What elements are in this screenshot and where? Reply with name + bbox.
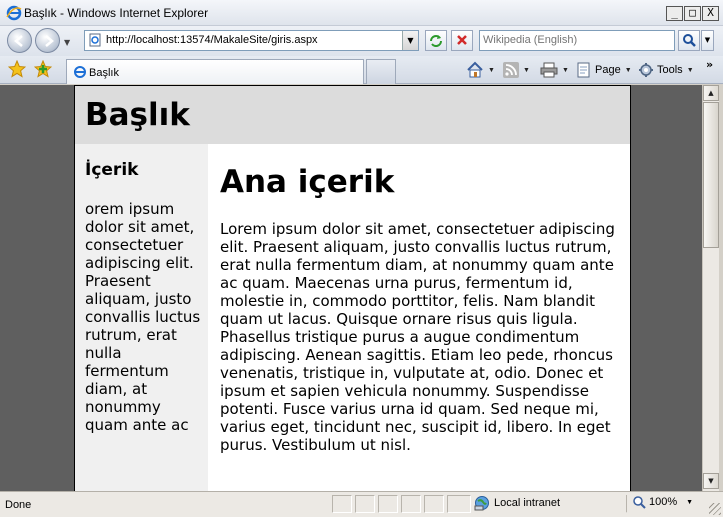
feeds-button[interactable]: ▼ [503,60,530,80]
web-page [74,85,631,491]
home-icon [466,61,484,79]
back-button[interactable] [7,28,32,53]
status-pane [332,495,352,513]
stop-button[interactable] [451,30,473,51]
status-pane [447,495,471,513]
more-commands-chevron-icon[interactable]: » [706,58,714,71]
internet-explorer-icon [6,5,22,21]
search-button[interactable] [678,30,700,51]
status-pane [378,495,398,513]
stop-icon [452,31,472,50]
tab-baslik[interactable] [66,59,364,84]
forward-arrow-icon [41,34,55,48]
new-tab-button[interactable] [366,59,396,84]
history-dropdown-icon[interactable]: ▼ [64,38,71,47]
search-box[interactable] [479,30,675,51]
security-zone[interactable] [474,495,560,511]
main-text: Lorem ipsum dolor sit amet, consectetuer adipiscing elit. Praesent aliquam, justo convallis luctus rutrum, erat nulla fermentum diam, at nonummy quam ante ac quam. Maecenas urna purus, fermentum id, molestie in, commodo porttitor, felis. Nam blandit quam ut lacus. Quisque ornare risus quis ligula. Phasellus tristique purus a augue condimentum adipiscing. Aenean sagittis. Etiam leo pede, rhoncus venenatis, tristique in, vulputate at, odio. Donec et ipsum et sapien vehicula nonummy. Suspendisse potenti. Fusce varius urna id quam. Sed neque mi, varius eget, tincidunt nec, suscipit id, libero. In eget purus. Vestibulum ut nisl. [220,220,615,454]
back-arrow-icon [13,34,27,48]
address-bar[interactable] [84,30,419,51]
address-url[interactable]: http://localhost:13574/MakaleSite/giris.aspx [106,34,318,46]
vertical-scrollbar[interactable] [702,85,719,491]
search-options-dropdown-icon[interactable]: ▼ [701,30,714,51]
title-bar [0,0,723,26]
status-pane [355,495,375,513]
sidebar [75,144,208,491]
zoom-dropdown-icon[interactable]: ▼ [686,498,694,506]
tools-menu-label: Tools [657,64,683,76]
home-button[interactable]: ▼ [466,60,495,80]
status-pane [401,495,421,513]
feeds-icon [503,62,519,78]
site-title: Başlık [85,97,190,133]
zoom-control[interactable] [632,495,693,509]
minimize-button[interactable]: _ [666,6,683,21]
status-pane [424,495,444,513]
resize-grip[interactable] [709,503,721,515]
print-icon [540,62,558,78]
page-icon [576,62,592,78]
sidebar-heading: İçerik [85,160,139,180]
forward-button[interactable] [35,28,60,53]
sidebar-text: orem ipsum dolor sit amet, consectetuer adipiscing elit. Praesent aliquam, justo convallis luctus rutrum, erat nulla fermentum diam, at nonummy quam ante ac [85,200,201,434]
zone-label: Local intranet [494,497,561,509]
favorites-star-icon[interactable] [8,60,26,78]
tools-menu-button[interactable]: Tools ▼ [638,60,694,80]
tab-label: Başlık [89,67,119,79]
zoom-magnifier-icon [632,495,646,509]
scroll-up-button[interactable]: ▲ [703,85,719,101]
tab-bar [0,56,723,84]
window-title: Başlık - Windows Internet Explorer [24,6,209,20]
status-text: Done [5,499,32,511]
page-menu-label: Page [595,64,621,76]
page-favicon-icon [88,33,102,47]
address-dropdown-icon[interactable]: ▼ [402,31,418,50]
tab-favicon-icon [73,65,87,79]
page-menu-button[interactable]: Page ▼ [576,60,632,80]
page-header [75,86,630,144]
scroll-down-button[interactable]: ▼ [703,473,719,489]
browser-viewport [0,85,702,491]
local-intranet-globe-icon [474,495,490,511]
print-button[interactable]: ▼ [540,60,569,80]
maximize-button[interactable]: □ [684,6,701,21]
refresh-icon [426,31,446,50]
scrollbar-thumb[interactable] [703,102,719,248]
tools-icon [638,62,654,78]
status-bar [0,491,723,517]
address-toolbar [0,26,723,56]
add-to-favorites-icon[interactable] [34,60,52,78]
zoom-level: 100% [649,496,678,508]
refresh-button[interactable] [425,30,447,51]
status-divider [626,495,627,513]
main-heading: Ana içerik [220,164,395,200]
close-button[interactable]: X [702,6,719,21]
search-icon [679,31,699,50]
search-input[interactable] [480,31,670,49]
